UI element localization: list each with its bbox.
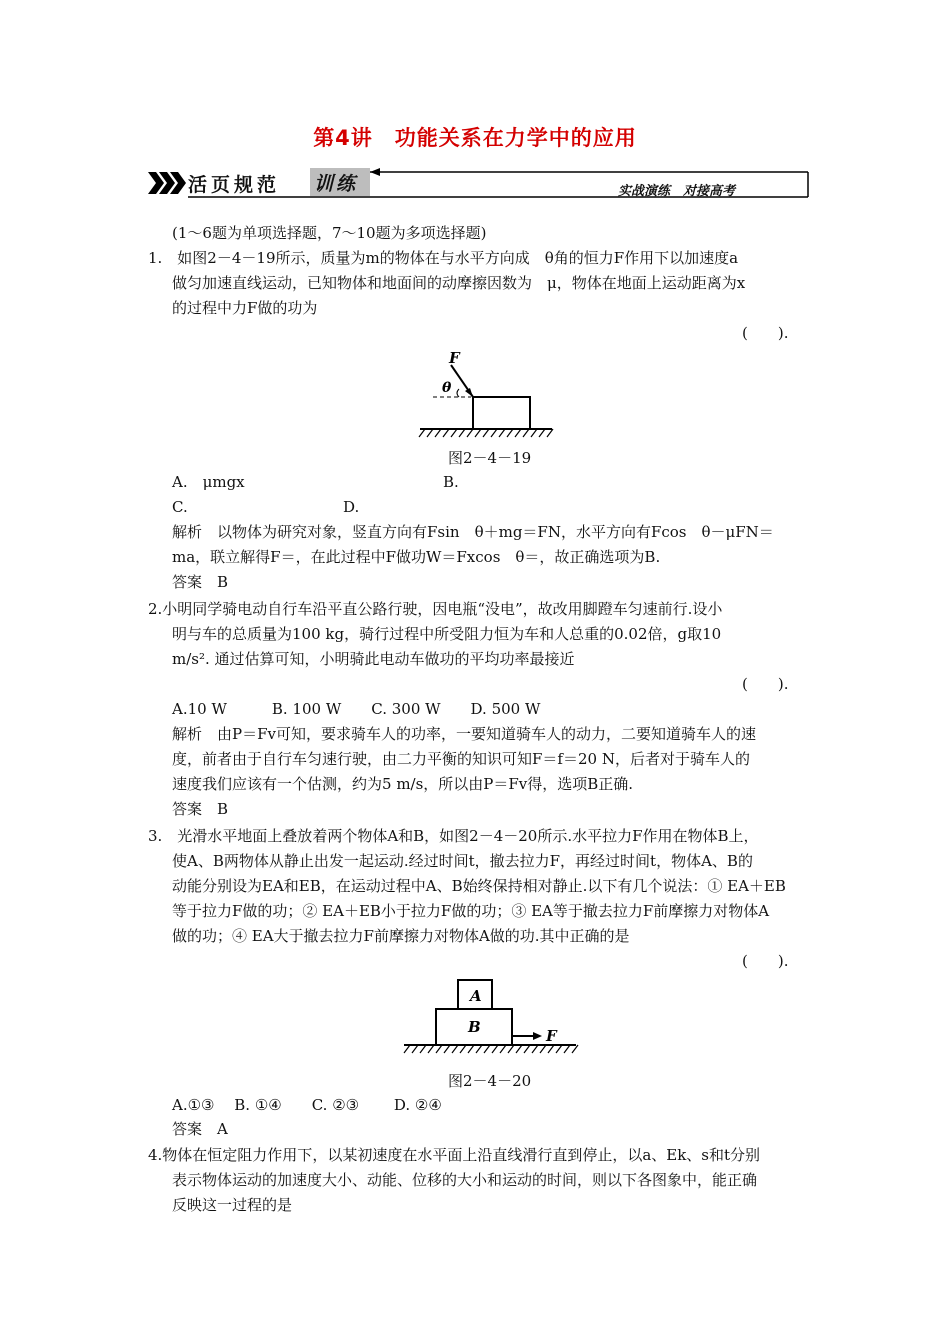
q3-figure-caption: 图2－4－20 (448, 1072, 532, 1090)
intro-note: (1～6题为单项选择题，7～10题为多项选择题) (172, 224, 487, 242)
q1-analysis-2: ma，联立解得F＝，在此过程中F做功W＝Fxcos θ＝，故正确选项为B. (172, 548, 661, 566)
q1-answer: 答案 B (172, 573, 229, 591)
q1-line-1: 1. 如图2－4－19所示，质量为m的物体在与水平方向成 θ角的恒力F作用下以加速度a (148, 249, 739, 267)
q3-line-3: 动能分别设为EA和EB，在运动过程中A、B始终保持相对静止.以下有几个说法：① EA＋EB (172, 877, 786, 895)
q2-analysis-3: 速度我们应该有一个估测，约为5 m/s，所以由P＝Fv得，选项B正确. (172, 775, 634, 793)
figure-2-4-20 (400, 975, 580, 1055)
q2-answer: 答案 B (172, 800, 229, 818)
q2-line-2: 明与车的总质量为100 kg，骑行过程中所受阻力恒为车和人总重的0.02倍，g取10 (172, 625, 722, 643)
double-chevron-icon (148, 172, 186, 194)
q1-option-c: C. (172, 498, 188, 516)
q2-analysis-1: 解析 由P＝Fv可知，要求骑车人的功率，一要知道骑车人的动力，二要知道骑车人的速 (172, 725, 756, 743)
block (473, 397, 530, 429)
q3-line-1: 3. 光滑水平地面上叠放着两个物体A和B，如图2－4－20所示.水平拉力F作用在物体B上， (148, 827, 759, 845)
q2-line-1: 2.小明同学骑电动自行车沿平直公路行驶，因电瓶“没电”，故改用脚蹬车匀速前行.设小 (148, 600, 723, 618)
q3-answer: 答案 A (172, 1120, 228, 1138)
q4-line-2: 表示物体运动的加速度大小、动能、位移的大小和运动的时间，则以下各图象中，能正确 (172, 1171, 758, 1189)
fig-label-F: F (546, 1027, 557, 1045)
banner-left-text: 活页规范 (188, 174, 281, 196)
q1-line-3: 的过程中力F做的功为 (172, 299, 318, 317)
banner-badge-text: 训练 (314, 173, 359, 195)
q3-line-5: 做的功；④ EA大于撤去拉力F前摩擦力对物体A做的功.其中正确的是 (172, 927, 630, 945)
q3-options: A.①③ B. ①④ C. ②③ D. ②④ (172, 1096, 442, 1114)
q2-options: A.10 W B. 100 W C. 300 W D. 500 W (172, 700, 541, 718)
figure-2-4-19 (415, 345, 555, 440)
q4-line-1: 4.物体在恒定阻力作用下，以某初速度在水平面上沿直线滑行直到停止，以a、Ek、s和t分别 (148, 1146, 761, 1164)
q3-answer-paren: ( ). (742, 952, 789, 970)
arrow-head-icon (533, 1032, 542, 1040)
banner-right-text: 实战演练 对接高考 (618, 184, 736, 199)
q1-option-b: B. (443, 473, 459, 491)
fig-label-A: A (470, 987, 482, 1005)
q1-option-a: A. μmgx (172, 473, 245, 491)
q3-line-2: 使A、B两物体从静止出发一起运动.经过时间t，撤去拉力F，再经过时间t，物体A、B的 (172, 852, 753, 870)
q4-line-3: 反映这一过程的是 (172, 1196, 293, 1214)
arrow-head-icon (370, 168, 380, 176)
fig-label-B: B (468, 1018, 481, 1036)
q1-line-2: 做匀加速直线运动，已知物体和地面间的动摩擦因数为 μ，物体在地面上运动距离为x (172, 274, 746, 292)
q2-line-3: m/s². 通过估算可知，小明骑此电动车做功的平均功率最接近 (172, 650, 575, 668)
fig-label-theta: θ (442, 380, 452, 396)
arrow-head-icon (465, 388, 473, 397)
q1-analysis-1: 解析 以物体为研究对象，竖直方向有Fsin θ＋mg＝FN，水平方向有Fcos θ－μFN＝ (172, 523, 774, 541)
q2-analysis-2: 度，前者由于自行车匀速行驶，由二力平衡的知识可知F＝f＝20 N，后者对于骑车人的 (172, 750, 750, 768)
q3-line-4: 等于拉力F做的功；② EA＋EB小于拉力F做的功；③ EA等于撤去拉力F前摩擦力对物体A (172, 902, 770, 920)
q1-answer-paren: ( ). (742, 324, 789, 342)
q1-option-d: D. (343, 498, 360, 516)
page-title: 第4讲 功能关系在力学中的应用 (313, 126, 637, 150)
q1-figure-caption: 图2－4－19 (448, 449, 532, 467)
fig-label-F: F (449, 349, 460, 367)
q2-answer-paren: ( ). (742, 675, 789, 693)
